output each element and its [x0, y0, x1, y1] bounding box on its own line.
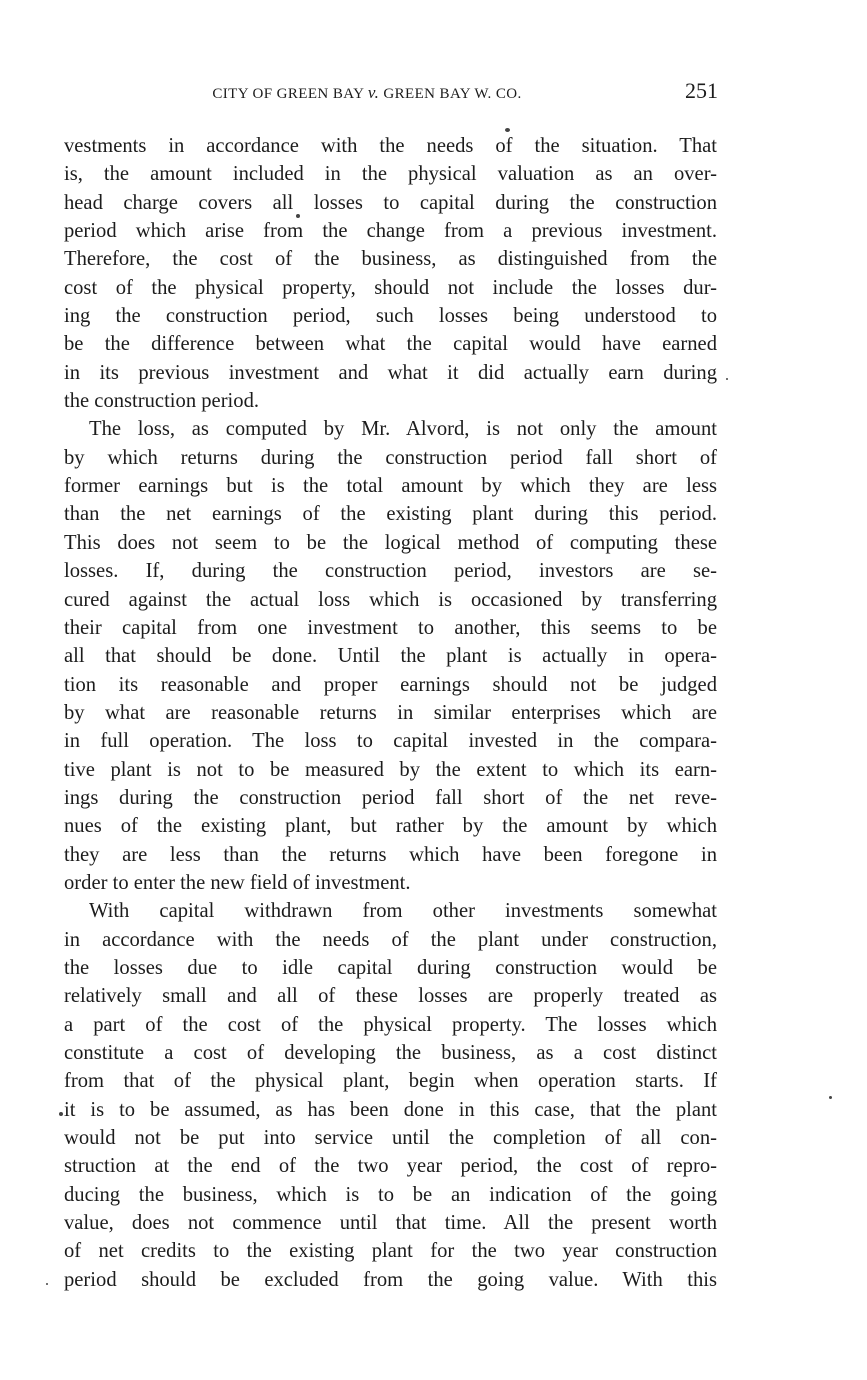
text-line: they are less than the returns which have been foregone in — [64, 843, 717, 866]
text-line: ing the construction period, such losses being understood to — [64, 305, 717, 328]
text-line: constitute a cost of developing the business, as a cost distinct — [64, 1042, 717, 1064]
text-line: by which returns during the construction period fall short of — [64, 446, 717, 469]
text-line: Therefore, the cost of the business, as distinguished from the — [64, 248, 717, 271]
text-line: be the difference between what the capital would have earned — [64, 333, 717, 356]
text-line: than the net earnings of the existing plant during this period. — [64, 503, 717, 526]
text-line: in accordance with the needs of the plant under construction, — [64, 928, 717, 951]
text-line: former earnings but is the total amount by which they are less — [64, 475, 717, 498]
scan-speck — [59, 1112, 63, 1116]
text-line: order to enter the new field of investment. — [64, 871, 411, 894]
text-line: With capital withdrawn from other investments somewhat — [89, 900, 717, 923]
text-line: cost of the physical property, should not include the losses dur- — [64, 276, 717, 299]
text-line: struction at the end of the two year period, the cost of repro- — [64, 1155, 717, 1178]
text-line: in full operation. The loss to capital invested in the compara- — [64, 730, 717, 753]
scan-speck — [726, 378, 728, 380]
text-line: losses. If, during the construction period, investors are se- — [64, 560, 717, 583]
text-line: cured against the actual loss which is occasioned by transferring — [64, 588, 717, 611]
text-line: by what are reasonable returns in similar enterprises which are — [64, 701, 717, 724]
scan-speck — [296, 214, 300, 218]
text-line: ducing the business, which is to be an indication of the going — [64, 1183, 717, 1206]
body-text — [64, 132, 717, 1294]
text-line: The loss, as computed by Mr. Alvord, is not only the amount — [89, 418, 717, 441]
text-line: period should be excluded from the going value. With this — [64, 1268, 717, 1291]
text-line: head charge covers all losses to capital during the construction — [64, 191, 717, 214]
text-line: This does not seem to be the logical method of computing these — [64, 531, 717, 554]
text-line: in its previous investment and what it did actually earn during — [64, 361, 717, 384]
scan-speck — [829, 1096, 832, 1099]
page-number: 251 — [685, 78, 718, 103]
text-line: tion its reasonable and proper earnings should not be judged — [64, 673, 717, 696]
text-line: the losses due to idle capital during construction would be — [64, 956, 717, 979]
scan-speck — [46, 1283, 48, 1285]
text-line: of net credits to the existing plant for the two year construction — [64, 1240, 717, 1263]
text-line: ings during the construction period fall short of the net reve- — [64, 786, 717, 809]
scan-speck — [505, 128, 510, 132]
text-line: from that of the physical plant, begin when operation starts. If — [64, 1070, 717, 1093]
text-line: a part of the cost of the physical property. The losses which — [64, 1013, 717, 1036]
text-line: relatively small and all of these losses are properly treated as — [64, 985, 717, 1008]
running-header — [64, 78, 720, 108]
text-line: vestments in accordance with the needs of the situation. That — [64, 135, 717, 157]
text-line: it is to be assumed, as has been done in this case, that the plant — [64, 1098, 717, 1121]
text-line: is, the amount included in the physical valuation as an over- — [64, 163, 717, 186]
text-line: would not be put into service until the completion of all con- — [64, 1127, 717, 1150]
text-line: tive plant is not to be measured by the extent to which its earn- — [64, 758, 717, 781]
text-line: value, does not commence until that time. All the present worth — [64, 1212, 717, 1235]
text-line: all that should be done. Until the plant is actually in opera- — [64, 645, 717, 668]
text-line: period which arise from the change from a previous investment. — [64, 220, 717, 243]
text-line: nues of the existing plant, but rather by the amount by which — [64, 815, 717, 838]
text-line: the construction period. — [64, 390, 260, 413]
text-line: their capital from one investment to another, this seems to be — [64, 616, 717, 639]
running-title: CITY OF GREEN BAY v. GREEN BAY W. CO. — [212, 83, 522, 102]
